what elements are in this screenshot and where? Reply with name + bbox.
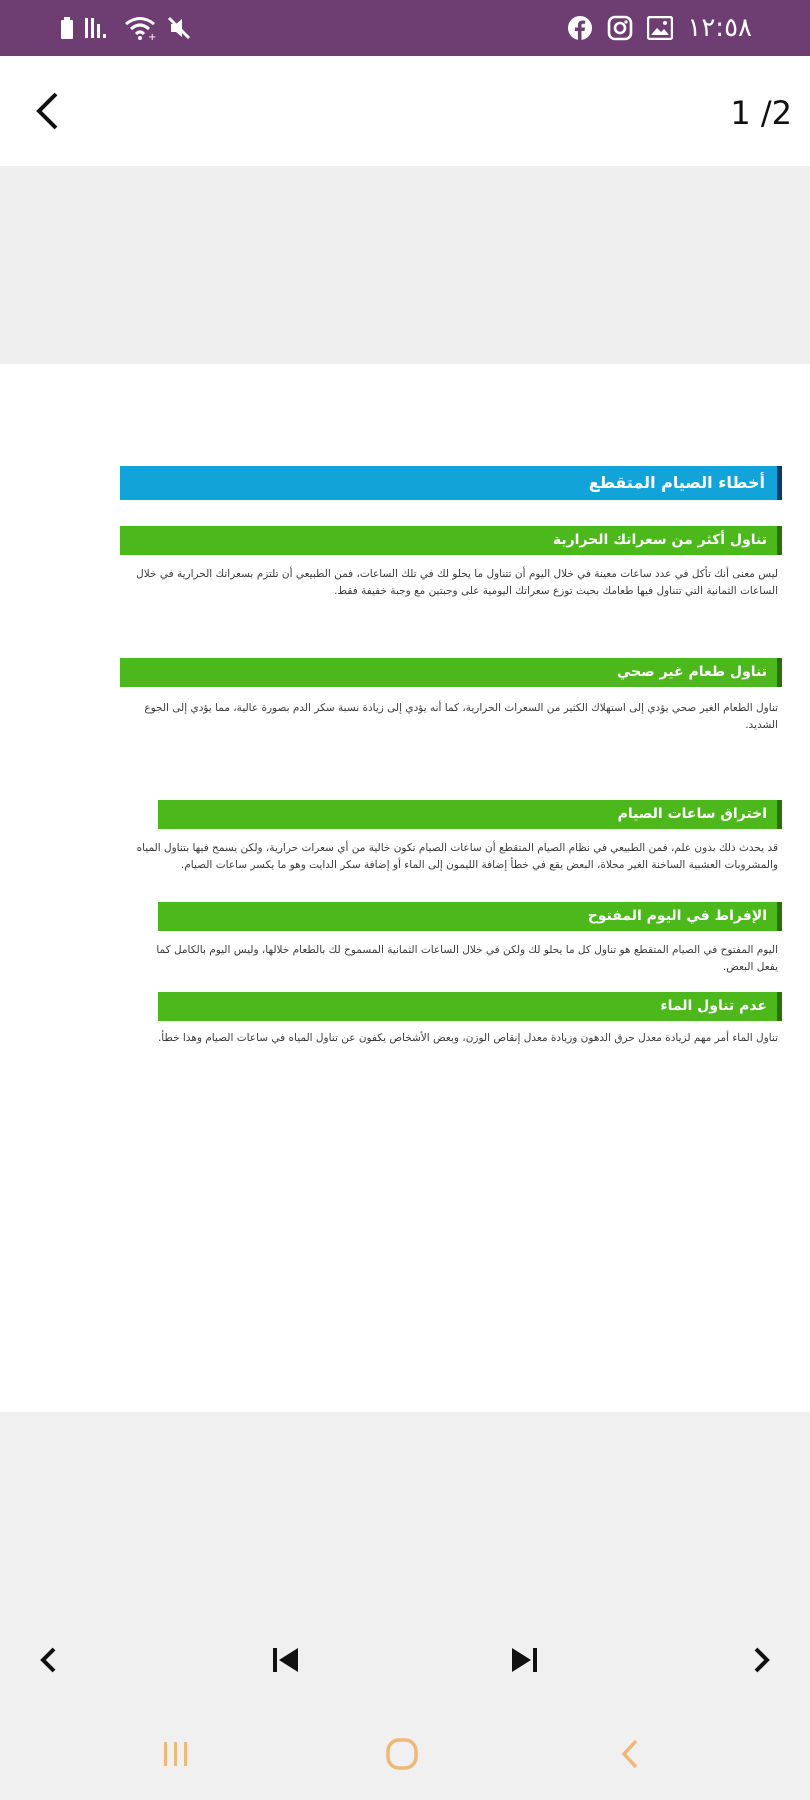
last-page-button[interactable]	[500, 1638, 548, 1682]
first-page-icon	[271, 1646, 301, 1674]
gallery-icon	[647, 16, 673, 40]
back-button[interactable]	[22, 86, 72, 136]
chevron-left-icon	[38, 1646, 58, 1674]
battery-icon	[60, 17, 74, 39]
page-indicator: 1 /2	[730, 94, 792, 132]
svg-text:+: +	[148, 32, 156, 41]
viewer-header	[0, 56, 810, 166]
next-page-button[interactable]	[738, 1638, 786, 1682]
previous-page-button[interactable]	[24, 1638, 72, 1682]
section-heading: اختراق ساعات الصيام	[158, 800, 782, 829]
chevron-right-icon	[752, 1646, 772, 1674]
pager-controls	[0, 1620, 810, 1700]
section-body: قد يحدث ذلك بدون علم، فمن الطبيعي في نظام الصيام المتقطع أن ساعات الصيام تكون خالية من أي سعرات حرارية، ولكن يسمح فيها بتناول المياه والمشروبات العشبية الساخنة الغير محلاة، البعض يقع في خطأ إضافة الليمون إلى الماء أو إضافة سكر الدايت وهو ما يكسر ساعات الصيام.	[136, 842, 778, 871]
instagram-icon	[607, 15, 633, 41]
status-left-icons	[60, 12, 192, 44]
document-title: أخطاء الصيام المتقطع	[120, 466, 782, 500]
section-body: ليس معنى أنك تأكل في عدد ساعات معينة في خلال اليوم أن تتناول ما يحلو لك في تلك الساعات، فمن الطبيعي أن تلتزم بسعراتك الحرارية في خلال الساعات الثمانية التي تتناول فيها طعامك بحيث توزع سعراتك اليومية على وجبتين مع وجبة خفيفة فقط.	[136, 568, 778, 597]
home-icon	[385, 1737, 419, 1771]
chevron-left-icon	[32, 91, 62, 131]
status-bar	[0, 0, 810, 56]
section-heading: الإفراط في اليوم المفتوح	[158, 902, 782, 931]
status-right-icons	[567, 10, 752, 46]
document-page	[0, 364, 810, 1412]
status-time: ١٢:٥٨	[687, 13, 752, 43]
signal-icon	[84, 16, 114, 40]
mute-icon	[166, 15, 192, 41]
section-body: تناول الطعام الغير صحي يؤدي إلى استهلاك الكثير من السعرات الحرارية، كما أنه يؤدي إلى زيادة نسبة سكر الدم بصورة عالية، مما يؤدي إلى الجوع الشديد.	[144, 702, 778, 731]
wifi-icon	[124, 15, 156, 41]
first-page-button[interactable]	[262, 1638, 310, 1682]
last-page-icon	[509, 1646, 539, 1674]
back-icon	[619, 1737, 641, 1771]
recent-apps-button[interactable]	[146, 1732, 206, 1776]
section-heading: تناول طعام غير صحي	[120, 658, 782, 687]
facebook-icon	[567, 15, 593, 41]
section-body: اليوم المفتوح في الصيام المتقطع هو تناول كل ما يحلو لك ولكن في خلال الساعات الثمانية المسموح لك بالطعام خلالها، وليس اليوم بالكامل كما يفعل البعض.	[156, 944, 778, 973]
home-button[interactable]	[372, 1732, 432, 1776]
system-back-button[interactable]	[600, 1732, 660, 1776]
section-body: تناول الماء أمر مهم لزيادة معدل حرق الدهون وزيادة معدل إنقاص الوزن، وبعض الأشخاص يكفون عن تناول المياه في ساعات الصيام وهذا خطأ.	[157, 1032, 778, 1044]
section-heading: عدم تناول الماء	[158, 992, 782, 1021]
document-viewer[interactable]	[0, 166, 810, 1400]
system-navigation-bar	[0, 1712, 810, 1800]
recent-apps-icon	[161, 1739, 191, 1769]
section-heading: تناول أكثر من سعراتك الحرارية	[120, 526, 782, 555]
